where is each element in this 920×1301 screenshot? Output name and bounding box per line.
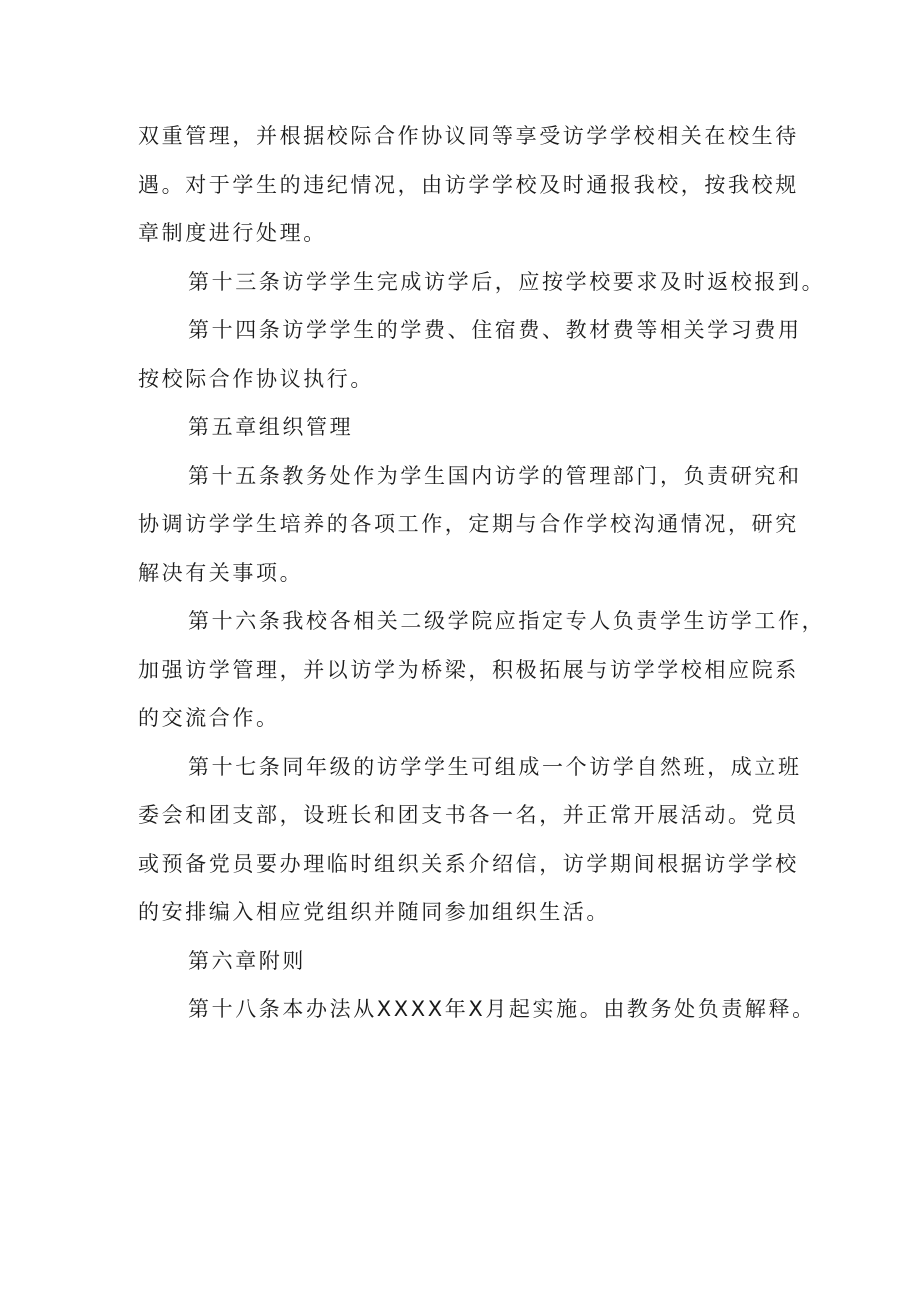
- text-line: 委会和团支部，设班长和团支书各一名，并正常开展活动。党员: [138, 803, 799, 827]
- text-line: 第十八条本办法从XXXX年X月起实施。由教务处负责解释。: [188, 997, 816, 1021]
- article-18: [138, 985, 816, 1034]
- text-line: 加强访学管理，并以访学为桥梁，积极拓展与访学学校相应院系: [138, 657, 799, 682]
- article-16: [138, 597, 826, 743]
- paragraph-continuation: [138, 112, 808, 258]
- text-line: 按校际合作协议执行。: [138, 366, 374, 391]
- text-line: 第十三条访学学生完成访学后，应按学校要求及时返校报到。: [188, 269, 826, 294]
- article-15: [138, 452, 808, 598]
- text-line: 第十六条我校各相关二级学院应指定专人负责学生访学工作，: [188, 609, 826, 633]
- text-line: 章制度进行处理。: [138, 221, 327, 245]
- article-14: [138, 306, 808, 403]
- article-13: [138, 258, 826, 307]
- chapter-5-heading: [138, 403, 808, 452]
- chapter-heading: 第五章组织管理: [188, 415, 354, 439]
- text-line: 或预备党员要办理临时组织关系介绍信，访学期间根据访学学校: [138, 851, 799, 876]
- text-line: 双重管理，并根据校际合作协议同等享受访学学校相关在校生待: [138, 124, 799, 148]
- document-body: [138, 112, 826, 1034]
- text-line: 的交流合作。: [138, 706, 280, 730]
- chapter-heading: 第六章附则: [188, 948, 306, 973]
- text-line: 第十七条同年级的访学学生可组成一个访学自然班，成立班: [188, 754, 802, 779]
- text-line: 第十四条访学学生的学费、住宿费、教材费等相关学习费用: [188, 318, 802, 342]
- chapter-6-heading: [138, 937, 808, 986]
- article-17: [138, 743, 808, 937]
- text-line: 的安排编入相应党组织并随同参加组织生活。: [138, 900, 610, 924]
- text-line: 第十五条教务处作为学生国内访学的管理部门，负责研究和: [188, 463, 802, 488]
- text-line: 协调访学学生培养的各项工作，定期与合作学校沟通情况，研究: [138, 512, 799, 536]
- text-line: 解决有关事项。: [138, 560, 304, 585]
- text-line: 遇。对于学生的违纪情况，由访学学校及时通报我校，按我校规: [138, 172, 799, 197]
